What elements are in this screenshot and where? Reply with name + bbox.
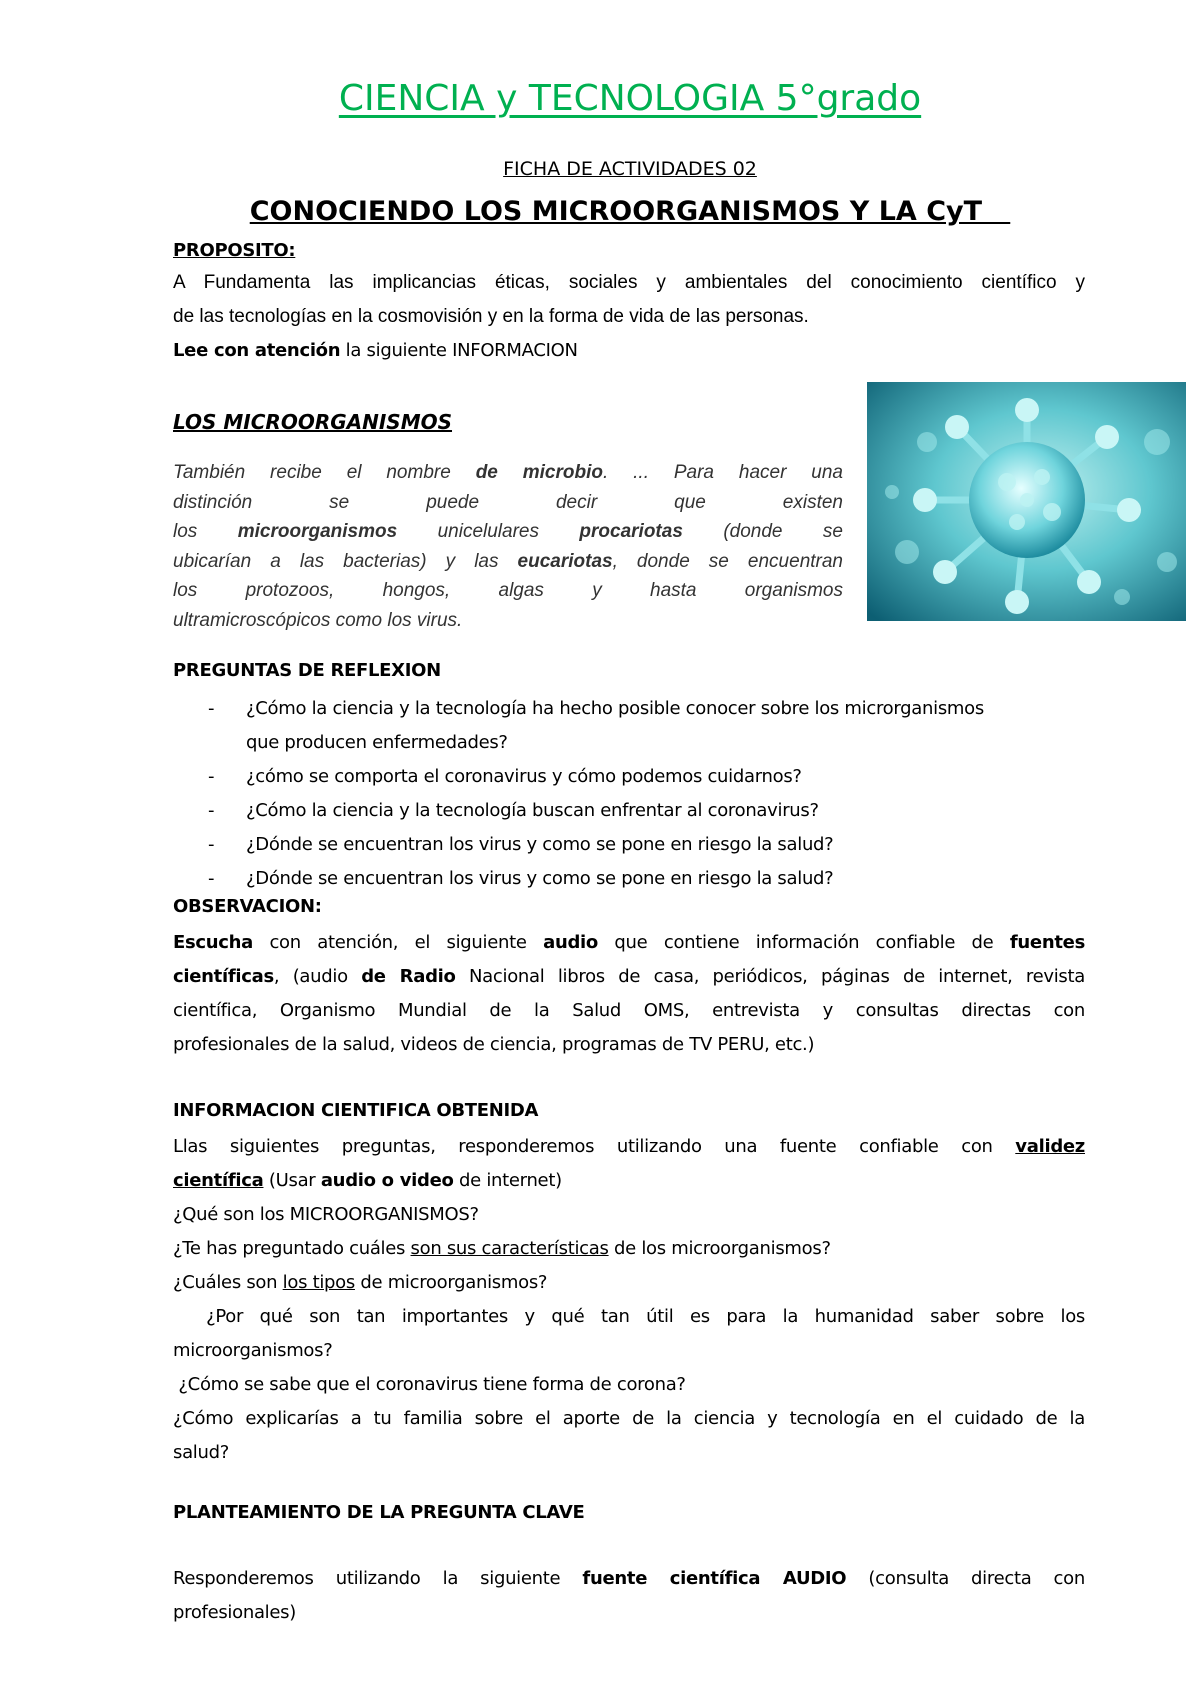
- preguntas-heading: PREGUNTAS DE REFLEXION: [173, 660, 441, 681]
- micro-line: los protozoos, hongos, algas y hasta organismos: [173, 580, 843, 601]
- informacion-line: científica (Usar audio o video de internet): [173, 1170, 562, 1191]
- ficha-label: FICHA DE ACTIVIDADES 02: [503, 158, 757, 180]
- observacion-line: profesionales de la salud, videos de ciencia, programas de TV PERU, etc.): [173, 1034, 815, 1055]
- question-line: ¿Te has preguntado cuáles son sus características de los microorganismos?: [173, 1238, 831, 1259]
- micro-line: ultramicroscópicos como los virus.: [173, 609, 463, 631]
- observacion-line: Escucha con atención, el siguiente audio que contiene información confiable de fuentes: [173, 932, 1085, 953]
- list-item: - ¿Dónde se encuentran los virus y como se pone en riesgo la salud?: [208, 868, 834, 889]
- planteamiento-line: Responderemos utilizando la siguiente fuente científica AUDIO (consulta directa con: [173, 1568, 1085, 1589]
- list-item: - ¿Cómo la ciencia y la tecnología ha hecho posible conocer sobre los microrganismos: [208, 698, 984, 719]
- question-line: ¿Por qué son tan importantes y qué tan útil es para la humanidad saber sobre los: [173, 1306, 1085, 1327]
- microorganismos-paragraph: [173, 458, 843, 635]
- document-subtitle: CONOCIENDO LOS MICROORGANISMOS Y LA CyT: [249, 196, 1011, 227]
- microorganismos-title: LOS MICROORGANISMOS: [173, 410, 453, 434]
- observacion-line: científicas, (audio de Radio Nacional libros de casa, periódicos, páginas de internet, revista: [173, 966, 1085, 987]
- proposito-heading: PROPOSITO:: [173, 240, 296, 261]
- lee-bold: Lee con atención: [173, 340, 341, 361]
- question-line: ¿Cómo explicarías a tu familia sobre el aporte de la ciencia y tecnología en el cuidado de la: [173, 1408, 1085, 1429]
- question-line: salud?: [173, 1442, 229, 1463]
- virus-illustration: [867, 382, 1186, 621]
- virus-image: [867, 382, 1186, 621]
- proposito-text: [173, 266, 1085, 334]
- micro-line: ubicarían a las bacterias) y las eucariotas, donde se encuentran: [173, 550, 844, 572]
- page-title: CIENCIA y TECNOLOGIA 5°grado: [338, 78, 922, 119]
- preguntas-list: [208, 692, 1088, 896]
- lee-rest: la siguiente INFORMACION: [340, 340, 578, 361]
- observacion-line: científica, Organismo Mundial de la Salud OMS, entrevista y consultas directas con: [173, 1000, 1085, 1021]
- planteamiento-heading: PLANTEAMIENTO DE LA PREGUNTA CLAVE: [173, 1502, 585, 1523]
- question-line: ¿Cómo se sabe que el coronavirus tiene forma de corona?: [173, 1374, 686, 1395]
- question-line: microorganismos?: [173, 1340, 333, 1361]
- planteamiento-text: [173, 1562, 1085, 1630]
- list-item: - ¿Cómo la ciencia y la tecnología buscan enfrentar al coronavirus?: [208, 800, 819, 821]
- list-item: - ¿cómo se comporta el coronavirus y cómo podemos cuidarnos?: [208, 766, 802, 787]
- micro-line: También recibe el nombre de microbio. ... Para hacer una: [173, 462, 844, 483]
- informacion-text: [173, 1130, 1085, 1470]
- micro-line: distinción se puede decir que existen: [173, 491, 843, 513]
- list-item: - ¿Dónde se encuentran los virus y como se pone en riesgo la salud?: [208, 834, 834, 855]
- informacion-line: Llas siguientes preguntas, responderemos utilizando una fuente confiable con validez: [173, 1136, 1085, 1157]
- question-line: ¿Qué son los MICROORGANISMOS?: [173, 1204, 479, 1225]
- observacion-text: [173, 926, 1085, 1062]
- observacion-heading: OBSERVACION:: [173, 896, 322, 917]
- micro-line: los microorganismos unicelulares procariotas (donde se: [173, 521, 843, 542]
- informacion-heading: INFORMACION CIENTIFICA OBTENIDA: [173, 1100, 539, 1121]
- proposito-line: A Fundamenta las implicancias éticas, sociales y ambientales del conocimiento científico y: [173, 272, 1085, 293]
- lee-instruction: [173, 334, 1085, 368]
- proposito-line: de las tecnologías en la cosmovisión y en la forma de vida de las personas.: [173, 306, 809, 327]
- list-item-continuation: que producen enfermedades?: [246, 732, 508, 753]
- planteamiento-line: profesionales): [173, 1602, 296, 1623]
- question-line: ¿Cuáles son los tipos de microorganismos?: [173, 1272, 548, 1293]
